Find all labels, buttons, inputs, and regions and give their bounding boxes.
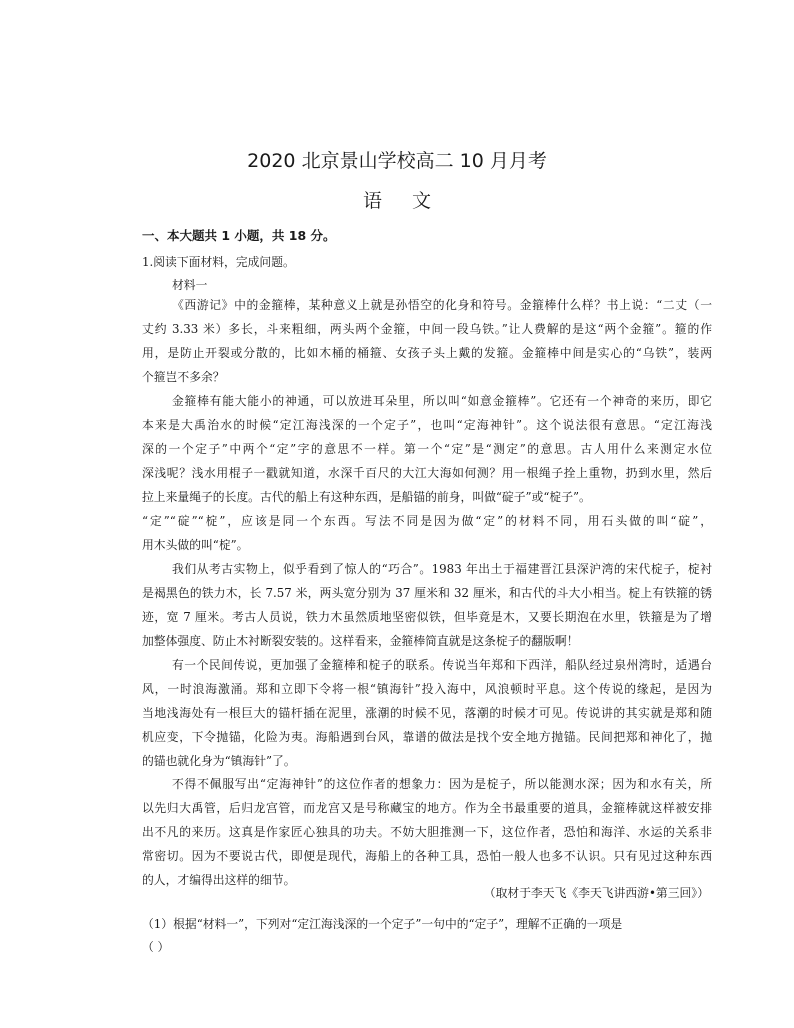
passage-line: 深浅呢？浅水用棍子一戳就知道，水深千百尺的大江大海如何测？用一根绳子拴上重物，扔到水里，然后 bbox=[142, 466, 712, 480]
passage-line: 出不凡的来历。这真是作家匠心独具的功夫。不妨大胆推测一下，这位作者，恐怕和海洋、水运的关系非 bbox=[142, 825, 712, 839]
question-1-stem: （1）根据“材料一”，下列对“定江海浅深的一个定子”一句中的“定子”，理解不正确的一项是 bbox=[142, 917, 623, 931]
question-intro: 1.阅读下面材料，完成问题。 bbox=[142, 255, 295, 269]
passage-line: 本来是大禹治水的时候“定江海浅深的一个定子”，也叫“定海神针”。这个说法很有意思。“定江海浅 bbox=[142, 418, 712, 432]
answer-bracket: （ ） bbox=[142, 940, 170, 954]
passage-line: 《西游记》中的金箍棒，某种意义上就是孙悟空的化身和符号。金箍棒什么样？书上说：“二丈（一 bbox=[172, 298, 712, 312]
passage-line: 当地浅海处有一根巨大的锚杆插在泥里，涨潮的时候不见，落潮的时候才可见。传说讲的其实就是郑和随 bbox=[142, 706, 712, 720]
passage-line: 迹，宽 7 厘米。考古人员说，铁力木虽然质地坚密似铁，但毕竟是木，又要长期泡在水里，铁箍是为了增 bbox=[142, 610, 712, 624]
passage-line: 拉上来量绳子的长度。古代的船上有这种东西，是船锚的前身，叫做“碇子”或“椗子”。 bbox=[142, 490, 591, 504]
passage-line: 有一个民间传说，更加强了金箍棒和椗子的联系。传说当年郑和下西洋，船队经过泉州湾时，适遇台 bbox=[172, 658, 712, 672]
passage-line: 是褐黑色的铁力木，长 7.57 米，两头宽分别为 37 厘米和 32 厘米，和古代的斗大小相当。椗上有铁箍的锈 bbox=[142, 586, 712, 600]
passage-line: “定”“碇”“椗”，应该是同一个东西。写法不同是因为做“定”的材料不同，用石头做的叫“碇”， bbox=[142, 514, 712, 528]
exam-title: 2020 北京景山学校高二 10 月月考 bbox=[247, 150, 547, 172]
passage-line: 我们从考古实物上，似乎看到了惊人的“巧合”。1983 年出土于福建晋江县深沪湾的宋代椗子，椗衬 bbox=[172, 562, 712, 576]
passage-line: 不得不佩服写出“定海神针”的这位作者的想象力：因为是椗子，所以能测水深；因为和水有关，所 bbox=[172, 777, 712, 791]
section-heading: 一、本大题共 1 小题，共 18 分。 bbox=[142, 229, 336, 243]
passage-line: 的人，才编得出这样的细节。 bbox=[142, 873, 296, 887]
passage-line: 金箍棒有能大能小的神通，可以放进耳朵里，所以叫“如意金箍棒”。它还有一个神奇的来历，即它 bbox=[172, 394, 712, 408]
passage-line: 个箍岂不多余？ bbox=[142, 370, 225, 384]
source-citation: （取材于李天飞《李天飞讲西游•第三回》） bbox=[483, 886, 709, 900]
subject-title: 语文 bbox=[362, 190, 461, 212]
passage-line: 加整体强度、防止木衬断裂安装的。这样看来，金箍棒简直就是这条椗子的翻版啊！ bbox=[142, 634, 579, 648]
passage-line: 机应变，下令抛锚，化险为夷。海船遇到台风，靠谱的做法是找个安全地方抛锚。民间把郑和神化了，抛 bbox=[142, 730, 712, 744]
passage-line: 用木头做的叫“椗”。 bbox=[142, 538, 249, 552]
passage-line: 用，是防止开裂或分散的，比如木桶的桶箍、女孩子头上戴的发箍。金箍棒中间是实心的“乌铁”，装两 bbox=[142, 346, 712, 360]
material-label: 材料一 bbox=[172, 278, 208, 292]
passage-line: 以先归大禹管，后归龙宫管，而龙宫又是号称藏宝的地方。作为全书最重要的道具，金箍棒就这样被安排 bbox=[142, 801, 712, 815]
passage-line: 风，一时浪海激涌。郑和立即下令将一根“镇海针”投入海中，风浪顿时平息。这个传说的缘起，是因为 bbox=[142, 682, 712, 696]
passage-line: 的锚也就化身为“镇海针”了。 bbox=[142, 754, 296, 768]
passage-line: 丈约 3.33 米）多长，斗来粗细，两头两个金箍，中间一段乌铁。”让人费解的是这“两个金箍”。箍的作 bbox=[142, 322, 712, 336]
passage-line: 深的一个定子”中两个“定”字的意思不一样。第一个“定”是“测定”的意思。古人用什么来测定水位 bbox=[142, 442, 712, 456]
passage-line: 常密切。因为不要说古代，即便是现代，海船上的各种工具，恐怕一般人也多不认识。只有见过这种东西 bbox=[142, 849, 712, 863]
